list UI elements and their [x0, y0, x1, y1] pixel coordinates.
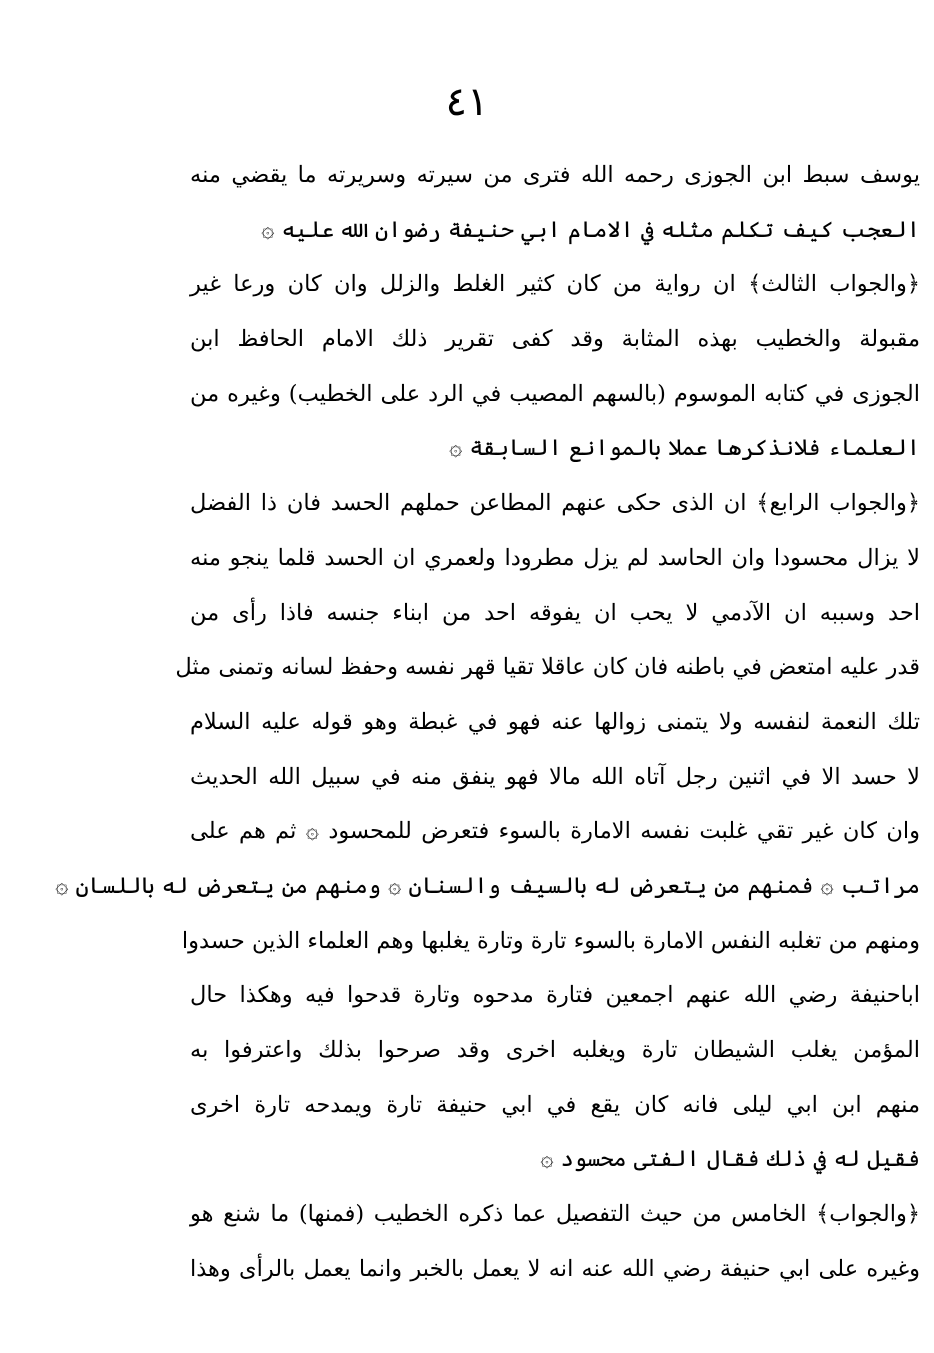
text-line: فقيل له في ذلك فقال الفتى محسود ۞: [540, 1146, 920, 1173]
text-line: احد وسببه ان الآدمي لا يحب ان يفوقه احد من ابناء جنسه فاذا رأى من: [190, 599, 920, 626]
text-line: ﴿والجواب الثالث﴾ ان رواية من كان كثير الغلط والزلل وان كان ورعا غير: [190, 271, 920, 298]
text-line: ﴿والجواب الرابع﴾ ان الذى حكى عنهم المطاعن حملهم الحسد فان ذا الفضل: [190, 490, 920, 517]
body-text: [55, 148, 920, 1296]
text-line: اباحنيفة رضي الله عنهم اجمعين فتارة مدحوه وتارة قدحوا فيه وهكذا حال: [190, 982, 920, 1009]
text-line: المؤمن يغلب الشيطان تارة ويغلبه اخرى وقد صرحوا بذلك واعترفوا به: [190, 1037, 920, 1063]
text-line: الجوزى في كتابه الموسوم (بالسهم المصيب في الرد على الخطيب) وغيره من: [190, 380, 920, 407]
text-line: يوسف سبط ابن الجوزى رحمه الله فترى من سيرته وسريرته ما يقضي منه: [190, 162, 920, 188]
text-line: منهم ابن ابي ليلى فانه كان يقع في ابي حنيفة تارة ويمدحه تارة اخرى: [190, 1091, 920, 1118]
text-line: مقبولة والخطيب بهذه المثابة وقد كفى تقرير ذلك الامام الحافظ ابن: [190, 326, 920, 353]
page-number: ٤١: [445, 79, 489, 125]
text-line: قدر عليه امتعض في باطنه فان كان عاقلا تقيا قهر نفسه وحفظ لسانه وتمنى مثل: [175, 654, 920, 681]
text-line: ومنهم من تغلبه النفس الامارة بالسوء تارة وتارة يغلبها وهم العلماء الذين حسدوا: [181, 927, 920, 954]
text-line: ﴿والجواب﴾ الخامس من حيث التفصيل عما ذكره الخطيب (فمنها) ما شنع هو: [190, 1201, 920, 1228]
text-line: تلك النعمة لنفسه ولا يتمنى زوالها عنه فهو في غبطة وهو قوله عليه السلام: [190, 708, 920, 735]
text-line: لا يزال محسودا وان الحاسد لم يزل مطرودا ولعمري ان الحسد قلما ينجو منه: [190, 544, 920, 571]
text-line: مراتب ۞ فمنهم من يتعرض له بالسيف والسنان ۞ ومنهم من يتعرض له باللسان ۞: [55, 872, 920, 899]
text-line: العلماء فلانذكرها عملا بالموانع السابقة ۞: [449, 435, 920, 462]
text-line: وان كان غير تقي غلبت نفسه الامارة بالسوء فتعرض للمحسود ۞ ثم هم على: [190, 818, 920, 845]
text-line: العجب كيف تكلم مثله في الامام ابي حنيفة رضوان الله عليه ۞: [261, 216, 920, 243]
text-line: لا حسد الا في اثنين رجل آتاه الله مالا فهو ينفق منه في سبيل الله الحديث: [190, 763, 920, 790]
text-line: وغيره على ابي حنيفة رضي الله عنه انه لا يعمل بالخبر وانما يعمل بالرأى وهذا: [190, 1255, 920, 1282]
